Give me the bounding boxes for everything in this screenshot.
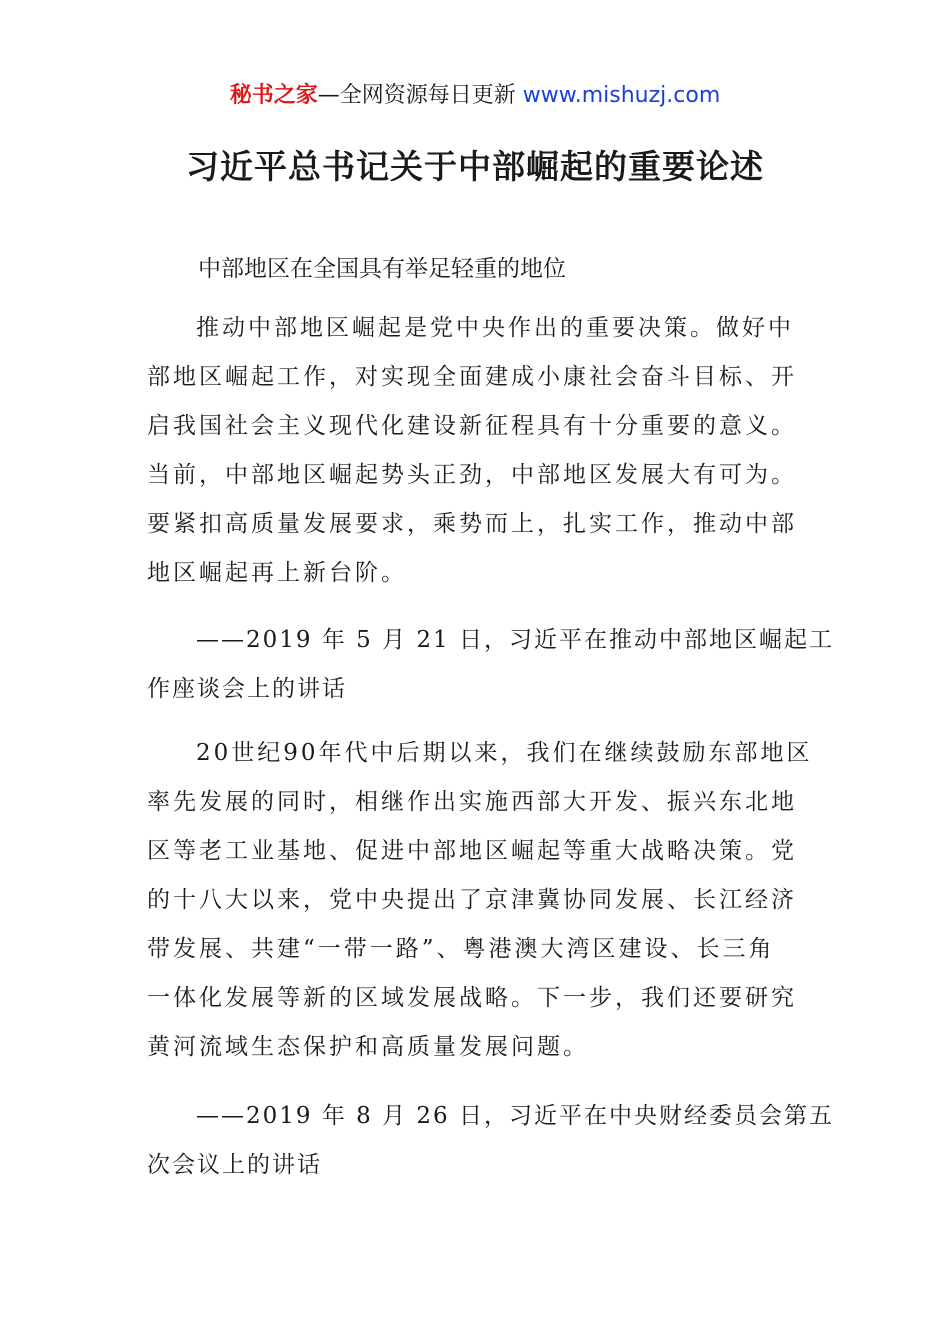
paragraph-line: 黄河流域生态保护和高质量发展问题。 <box>147 1034 589 1060</box>
paragraph-line: 启我国社会主义现代化建设新征程具有十分重要的意义。 <box>147 413 797 439</box>
site-url-link[interactable]: www.mishuzj.com <box>522 83 721 108</box>
paragraph-line: 20世纪90年代中后期以来，我们在继续鼓励东部地区 <box>196 740 813 766</box>
citation-line: 作座谈会上的讲话 <box>147 676 347 702</box>
document-title: 习近平总书记关于中部崛起的重要论述 <box>186 147 764 186</box>
paragraph-line: 区等老工业基地、促进中部地区崛起等重大战略决策。党 <box>147 838 797 864</box>
paragraph-line: 的十八大以来，党中央提出了京津冀协同发展、长江经济 <box>147 887 797 913</box>
paragraph-line: 推动中部地区崛起是党中央作出的重要决策。做好中 <box>196 315 794 341</box>
site-brand[interactable]: 秘书之家 <box>229 83 318 108</box>
site-header <box>0 81 950 111</box>
source-citation-2 <box>147 1092 834 1190</box>
paragraph-line: 地区崛起再上新台阶。 <box>147 560 407 586</box>
paragraph-line: 当前，中部地区崛起势头正劲，中部地区发展大有可为。 <box>147 462 797 488</box>
paragraph-line: 一体化发展等新的区域发展战略。下一步，我们还要研究 <box>147 985 797 1011</box>
citation-line: ——2019 年 5 月 21 日，习近平在推动中部地区崛起工 <box>196 627 834 653</box>
paragraph-line: 带发展、共建“一带一路”、粤港澳大湾区建设、长三角 <box>147 936 775 962</box>
citation-line: ——2019 年 8 月 26 日，习近平在中央财经委员会第五 <box>196 1103 834 1129</box>
paragraph-1 <box>147 304 807 598</box>
paragraph-line: 要紧扣高质量发展要求，乘势而上，扎实工作，推动中部 <box>147 511 797 537</box>
paragraph-line: 部地区崛起工作，对实现全面建成小康社会奋斗目标、开 <box>147 364 797 390</box>
section-heading: 中部地区在全国具有举足轻重的地位 <box>198 256 566 282</box>
citation-line: 次会议上的讲话 <box>147 1152 322 1178</box>
header-dash: — <box>317 83 340 108</box>
source-citation-1 <box>147 616 834 714</box>
paragraph-2 <box>147 729 813 1072</box>
paragraph-line: 率先发展的同时，相继作出实施西部大开发、振兴东北地 <box>147 789 797 815</box>
site-tagline: 全网资源每日更新 <box>339 83 516 108</box>
